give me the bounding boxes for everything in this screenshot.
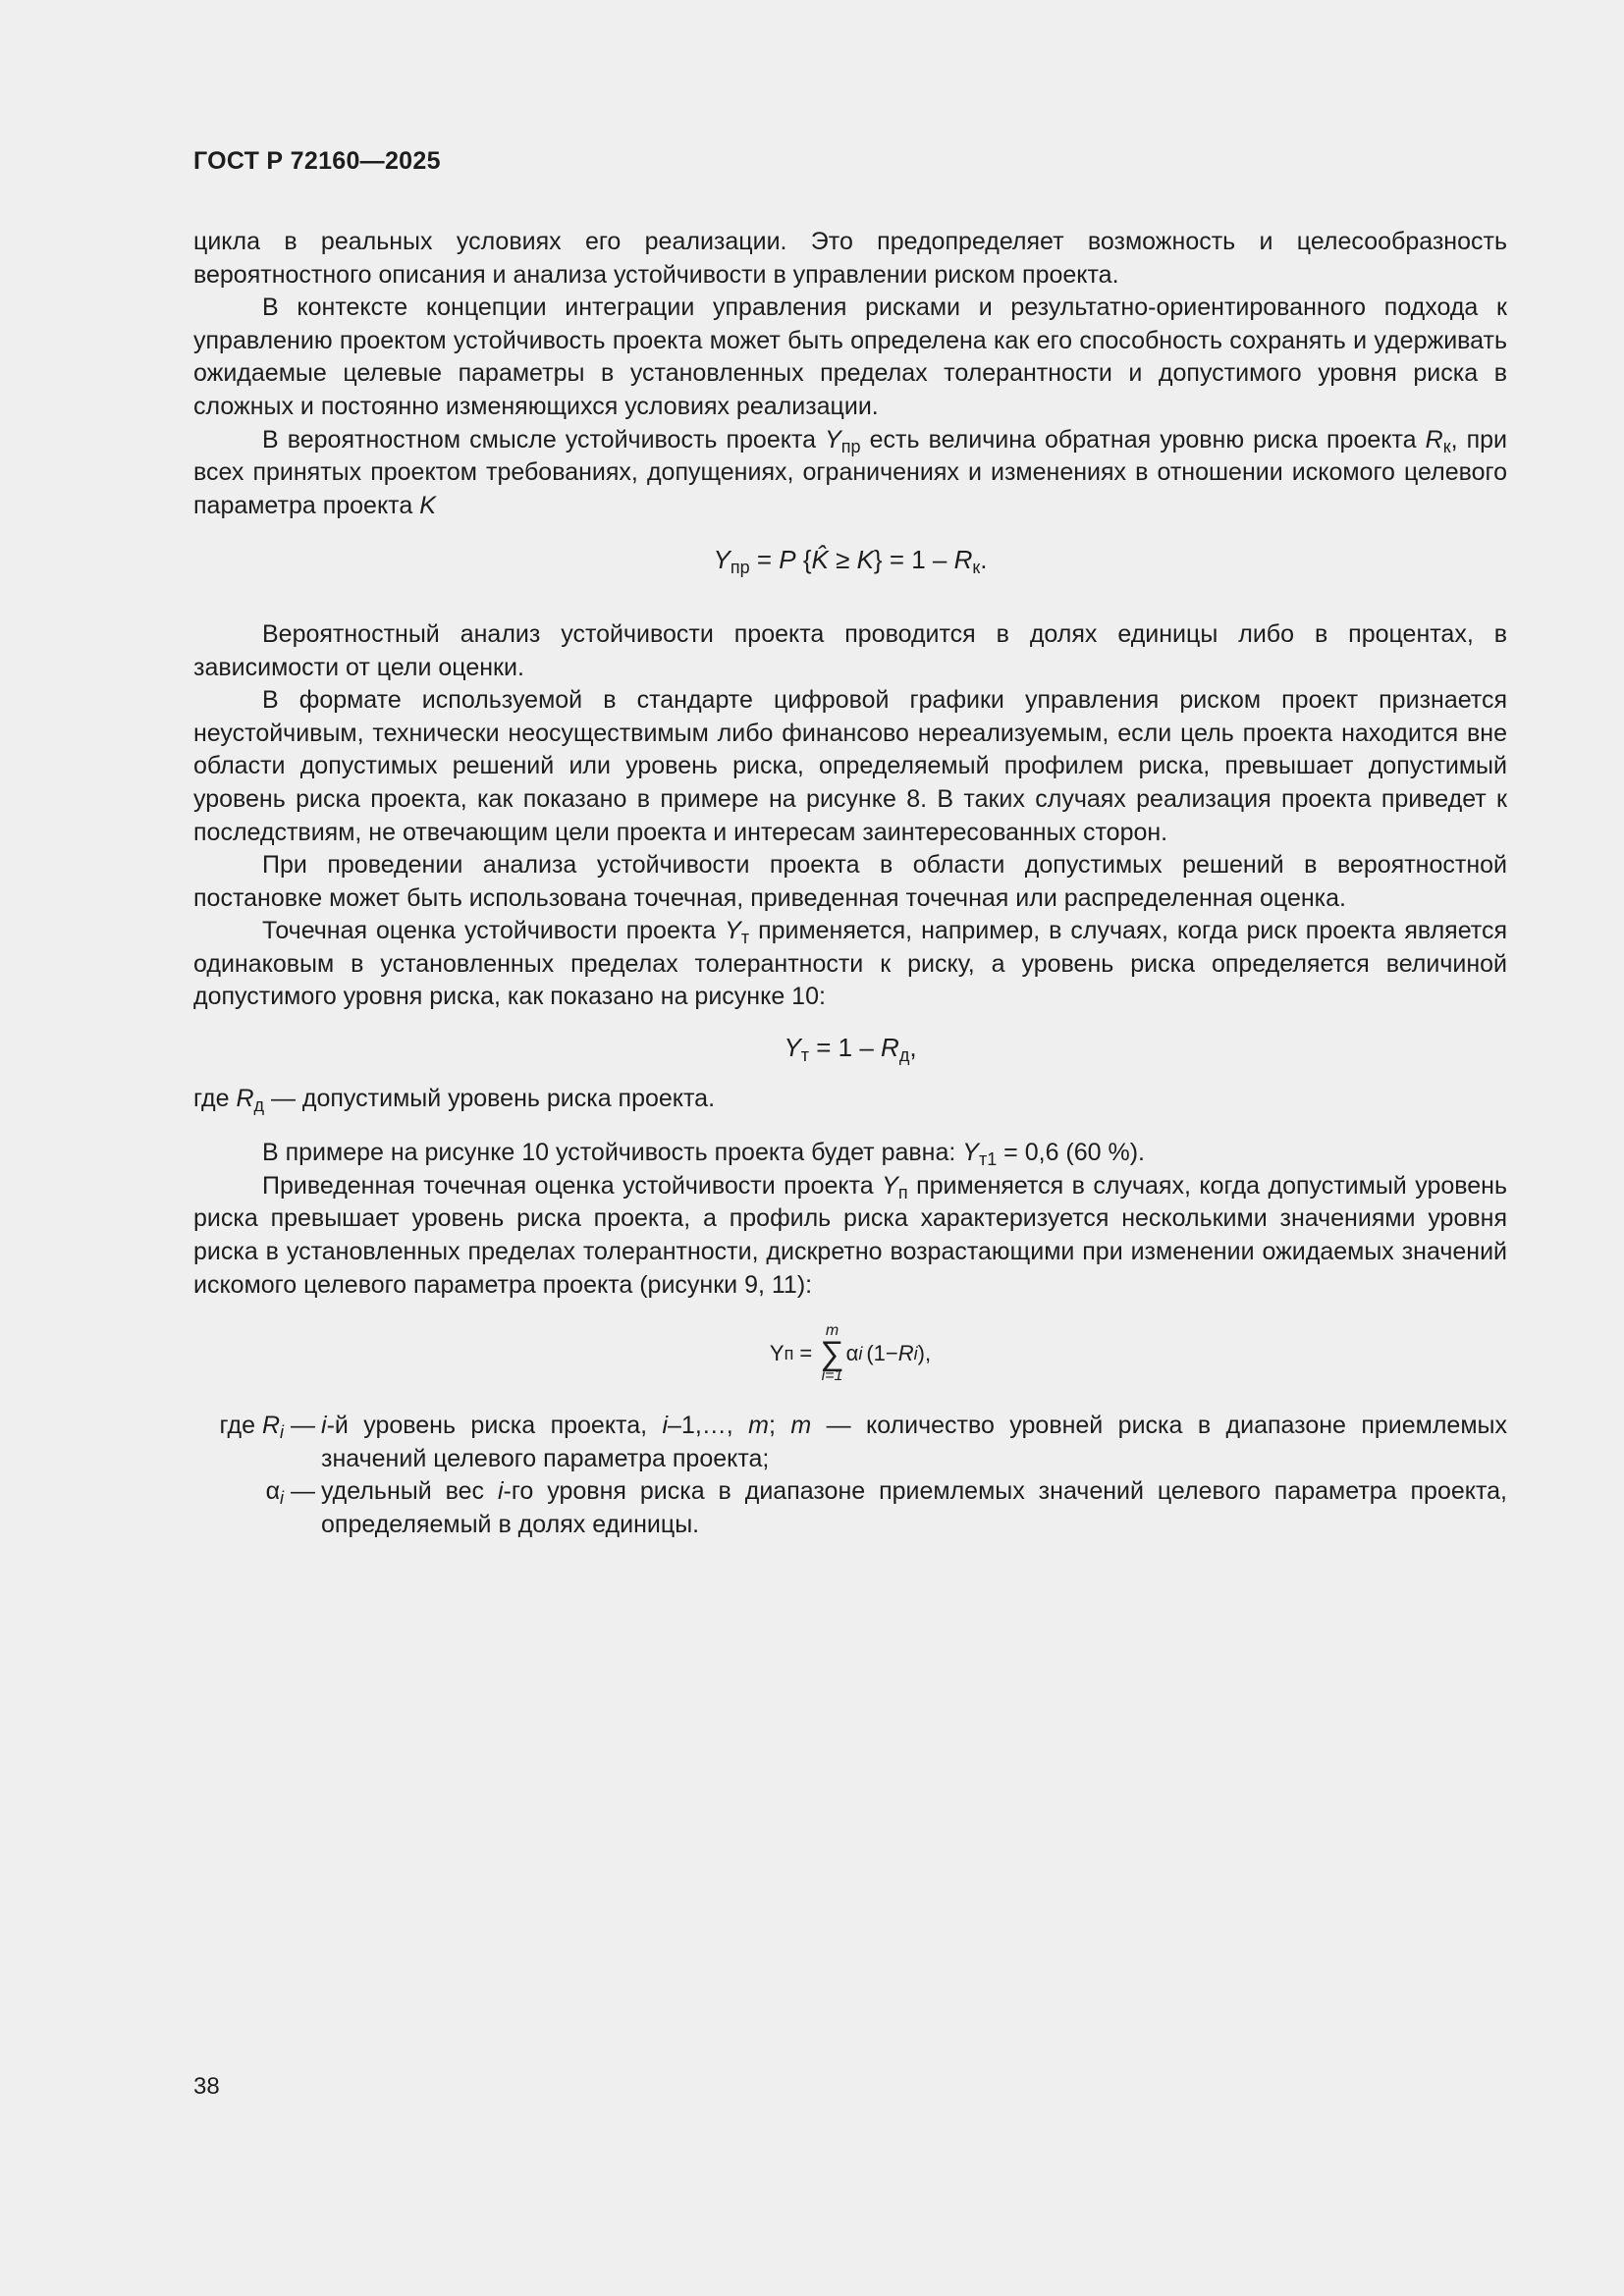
paragraph-8: где $R_д$ — допустимый уровень риска проекта. (193, 1084, 716, 1115)
paragraph-7: Точечная оценка устойчивости проекта $Y_т$ применяется, например, в случаях, когда риск проекта является одинаковым в установленных пределах толерантности к риску, а уровень риска определяется величиной допустимого уровня риска, как показано на рисунке 10: (193, 917, 1507, 1011)
definition-term: $\alpha_i$ — (265, 1477, 315, 1509)
page-number: 38 (193, 2073, 220, 2100)
paragraph-1: цикла в реальных условиях его реализации. Это предопределяет возможность и целесообразность вероятностного описания и анализа устойчивости в управлении риском проекта. (193, 228, 1507, 289)
paragraph-6: При проведении анализа устойчивости проекта в области допустимых решений в вероятностной постановке может быть использована точечная, приведенная точечная или распределенная оценка. (193, 851, 1507, 912)
definition-Ri (193, 1410, 1507, 1475)
definition-term: где $R_i$ — (219, 1412, 315, 1443)
paragraph-3: В вероятностном смысле устойчивость проекта $Y_{пр}$ есть величина обратная уровню риска проекта $R_к$, при всех принятых проектом требованиях, допущениях, ограничениях и изменениях в отношении искомого целевого параметра проекта K (193, 425, 1507, 519)
paragraph-9: В примере на рисунке 10 устойчивость проекта будет равна: $Y_{т1} = 0,6$ (60 %). (262, 1139, 1146, 1170)
paragraph-10: Приведенная точечная оценка устойчивости проекта $Y_п$ применяется в случаях, когда допустимый уровень риска превышает уровень риска проекта, а профиль риска характеризуется несколькими значениями уровня риска в установленных пределах толерантности, дискретно возрастающими при изменении ожидаемых значений искомого целевого параметра проекта (рисунки 9, 11): (193, 1171, 1507, 1299)
definition-text: удельный вес i-го уровня риска в диапазоне приемлемых значений целевого параметра проекта, определяемый в долях единицы. (321, 1477, 1507, 1538)
formula-reduced-estimate: Y п = m ∑ i=1 α i (1− R i ), (769, 1322, 932, 1385)
formula-point-estimate: $Y_т = 1 - R_д$, (784, 1033, 917, 1066)
definition-text: i-й уровень риска проекта, i–1,…, m; m — количество уровней риска в диапазоне приемлемых значений целевого параметра проекта; (321, 1412, 1507, 1472)
document-header: ГОСТ Р 72160—2025 (193, 147, 441, 175)
paragraph-2: В контексте концепции интеграции управления рисками и результатно-ориентированного подхода к управлению проектом устойчивость проекта может быть определена как его способность сохранять и удерживать ожидаемые целевые параметры в установленных пределах толерантности и допустимого уровня риска в сложных и постоянно изменяющихся условиях реализации. (193, 294, 1507, 420)
formula-stability: $Y_{пр} = P$ {K̂ ≥ $K\} = 1 - R_к$. (713, 545, 988, 578)
paragraph-4: Вероятностный анализ устойчивости проекта проводится в долях единицы либо в процентах, в зависимости от цели оценки. (193, 619, 1507, 681)
definitions-list (193, 1410, 1507, 1541)
sum-operator: m ∑ i=1 (820, 1322, 844, 1385)
document-body (193, 226, 1507, 1542)
paragraph-5: В формате используемой в стандарте цифровой графики управления риском проект признается неустойчивым, технически неосуществимым либо финансово нереализуемым, если цель проекта находится вне области допустимых решений или уровень риска, определяемый профилем риска, превышает допустимый уровень риска проекта, как показано в примере на рисунке 8. В таких случаях реализация проекта приведет к последствиям, не отвечающим цели проекта и интересам заинтересованных сторон. (193, 686, 1507, 846)
document-page (193, 0, 1507, 2296)
definition-alpha (193, 1475, 1507, 1541)
